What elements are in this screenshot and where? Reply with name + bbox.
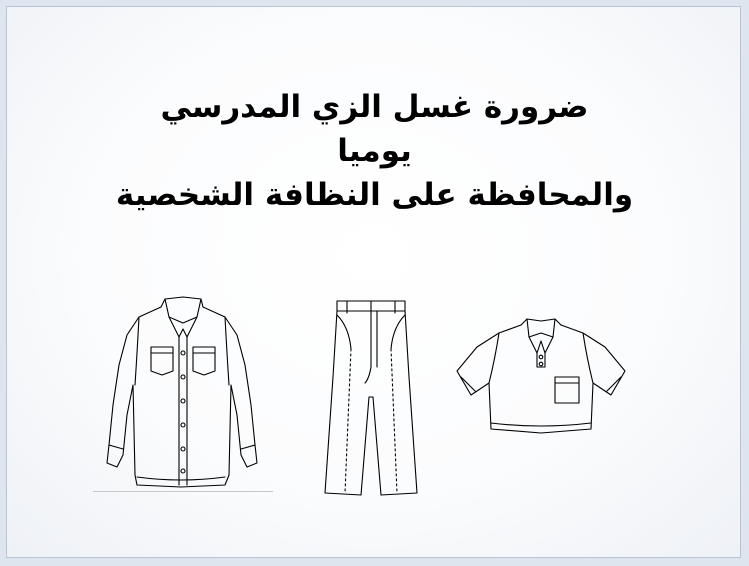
slide [6, 6, 741, 558]
title-line-1: ضرورة غسل الزي المدرسي [160, 89, 589, 125]
divider-line [93, 491, 273, 492]
title-line-2: يوميا [337, 133, 412, 169]
trousers-icon [315, 297, 427, 497]
title-line-3: والمحافظة على النظافة الشخصية [115, 177, 634, 213]
long-sleeve-shirt-icon [99, 295, 269, 495]
polo-shirt-icon [455, 319, 627, 435]
title-block [7, 85, 742, 217]
